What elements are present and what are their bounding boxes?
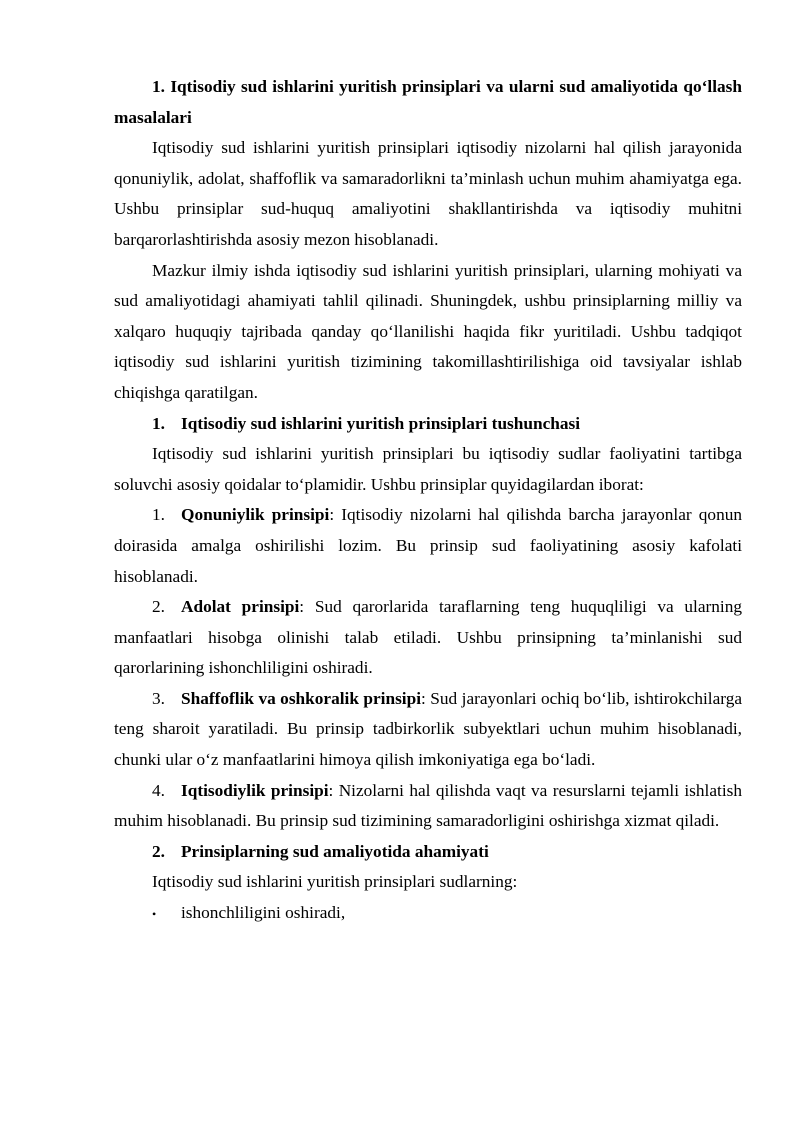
list-item-term: Qonuniylik prinsipi <box>181 505 330 525</box>
paragraph-2: Mazkur ilmiy ishda iqtisodiy sud ishlarini yuritish prinsiplari, ularning mohiyati va sud amaliyotidagi ahamiyati tahlil qilinadi. Shuningdek, ushbu prinsiplarning milliy va xalqaro huquqiy tajribada qanday qo‘llanilishi haqida fikr yuritiladi. Ushbu tadqiqot iqtisodiy sud ishlarini yuritish tizimining takomillashtirilishiga oid tavsiyalar ishlab chiqishga qaratilgan. <box>114 260 742 402</box>
document-title: 1. Iqtisodiy sud ishlarini yuritish prinsiplari va ularni sud amaliyotida qo‘llash masalalari <box>114 77 742 127</box>
bullet-item <box>114 898 742 930</box>
section-1-heading-text: Iqtisodiy sud ishlarini yuritish prinsiplari tushunchasi <box>181 413 581 433</box>
list-item <box>114 592 742 684</box>
bullet-text: ishonchliligini oshiradi, <box>181 903 346 923</box>
bullet-mark: • <box>152 907 157 922</box>
list-item-text: : Sud qarorlarida taraflarning teng huquqliligi va ularning manfaatlari hisobga olinishi talab etiladi. Ushbu prinsipning ta’minlanishi sud qarorlarining ishonchliligini oshiradi. <box>114 597 742 678</box>
section-2-intro: Iqtisodiy sud ishlarini yuritish prinsiplari sudlarning: <box>152 872 518 892</box>
section-2-number: 2. <box>152 841 165 861</box>
list-item-term: Iqtisodiylik prinsipi <box>181 780 329 800</box>
paragraph-1: Iqtisodiy sud ishlarini yuritish prinsiplari iqtisodiy nizolarni hal qilish jarayonida qonuniylik, adolat, shaffoflik va samaradorlikni ta’minlash uchun muhim ahamiyatga ega. Ushbu prinsiplar sud-huquq amaliyotini shakllantirishda va iqtisodiy muhitni barqarorlashtirishda asosiy mezon hisoblanadi. <box>114 138 742 249</box>
list-item-text: : Sud jarayonlari ochiq bo‘lib, ishtirokchilarga teng sharoit yaratiladi. Bu prinsip tadbirkorlik subyektlari uchun muhim hisoblanadi, chunki ular o‘z manfaatlarini himoya qilish imkoniyatiga ega bo‘ladi. <box>114 688 743 770</box>
list-item-number: 3. <box>152 688 165 708</box>
section-2-heading-text: Prinsiplarning sud amaliyotida ahamiyati <box>181 841 489 861</box>
list-item-term: Adolat prinsipi <box>181 597 300 617</box>
list-item-text: : Nizolarni hal qilishda vaqt va resurslarni tejamli ishlatish muhim hisoblanadi. Bu prinsip sud tizimining samaradorligini oshirishga xizmat qiladi. <box>114 780 742 831</box>
list-item-number: 2. <box>152 597 165 617</box>
list-item-number: 4. <box>152 780 165 800</box>
list-item-number: 1. <box>152 505 165 525</box>
section-1-heading <box>114 409 742 440</box>
list-item-term: Shaffoflik va oshkoralik prinsipi <box>181 688 422 708</box>
section-1-intro: Iqtisodiy sud ishlarini yuritish prinsiplari bu iqtisodiy sudlar faoliyatini tartibga soluvchi asosiy qoidalar to‘plamidir. Ushbu prinsiplar quyidagilardan iborat: <box>114 444 742 494</box>
section-2-heading <box>114 837 742 868</box>
list-item-text: : Iqtisodiy nizolarni hal qilishda barcha jarayonlar qonun doirasida amalga oshirilishi lozim. Bu prinsip sud faoliyatining asosiy kafolati hisoblanadi. <box>114 505 742 586</box>
section-1-number: 1. <box>152 413 165 433</box>
list-item <box>114 500 742 592</box>
list-item <box>114 776 742 837</box>
list-item <box>114 684 742 776</box>
